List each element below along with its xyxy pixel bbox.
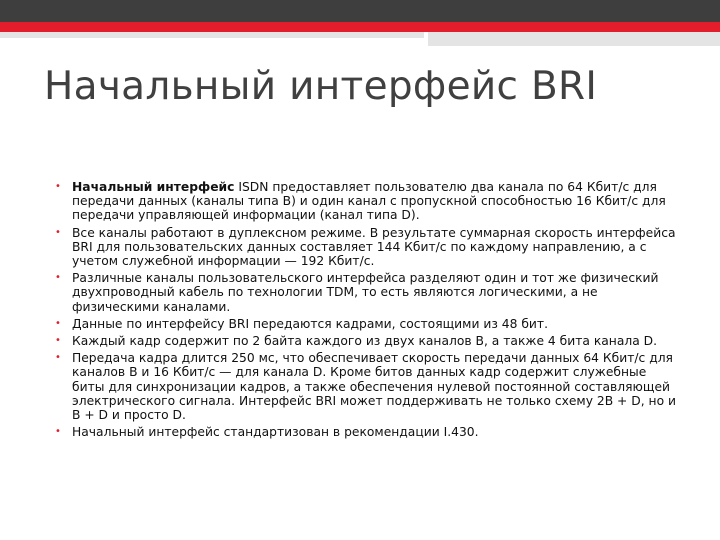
bullet-item	[52, 317, 677, 331]
bullet-item	[52, 425, 677, 439]
bullet-text: ISDN предоставляет пользователю два канала по 64 Кбит/с для передачи данных (каналы типа B) и один канал с пропускной способностью 16 Кбит/с для передачи управляющей информации (канал типа D).	[72, 180, 666, 223]
bullet-item	[52, 334, 677, 348]
bullet-item	[52, 351, 677, 422]
bullet-icon: •	[55, 226, 61, 238]
bullet-bold-term: Начальный интерфейс	[72, 180, 235, 194]
top-red-band	[0, 22, 720, 32]
top-gray-band-right	[428, 32, 720, 46]
bullet-icon: •	[55, 426, 61, 438]
top-dark-band	[0, 0, 720, 22]
bullet-text: Все каналы работают в дуплексном режиме. В результате суммарная скорость интерфейса BRI для пользовательских данных составляет 144 Кбит/с по каждому направлению, а с учетом служебной информации — 192 Кбит/с.	[72, 225, 676, 269]
bullet-icon: •	[55, 272, 61, 284]
bullet-icon: •	[55, 352, 61, 364]
top-gray-band-left	[0, 32, 424, 38]
bullet-list	[52, 180, 677, 442]
bullet-text: Различные каналы пользовательского интерфейса разделяют один и тот же физический двухпроводный кабель по технологии TDM, то есть являются логическими, а не физическими каналами.	[72, 271, 659, 314]
bullet-item	[52, 226, 677, 269]
bullet-icon: •	[55, 181, 61, 192]
bullet-text: Передача кадра длится 250 мс, что обеспечивает скорость передачи данных 64 Кбит/с для каналов B и 16 Кбит/с — для канала D. Кроме битов данных кадр содержит служебные биты для синхронизации кадров, а также обеспечения нулевой постоянной составляющей электрического сигнала. Интерфейс BRI может поддерживать не только схему 2B + D, но и B + D и просто D.	[72, 351, 677, 423]
bullet-icon: •	[55, 317, 61, 329]
bullet-text: Начальный интерфейс стандартизован в рекомендации I.430.	[72, 425, 479, 440]
bullet-text: Данные по интерфейсу BRI передаются кадрами, состоящими из 48 бит.	[72, 316, 548, 331]
bullet-icon: •	[55, 335, 61, 347]
bullet-item	[52, 180, 677, 223]
bullet-item	[52, 271, 677, 314]
slide-title: Начальный интерфейс BRI	[44, 64, 598, 109]
bullet-text: Каждый кадр содержит по 2 байта каждого из двух каналов B, а также 4 бита канала D.	[72, 334, 658, 349]
